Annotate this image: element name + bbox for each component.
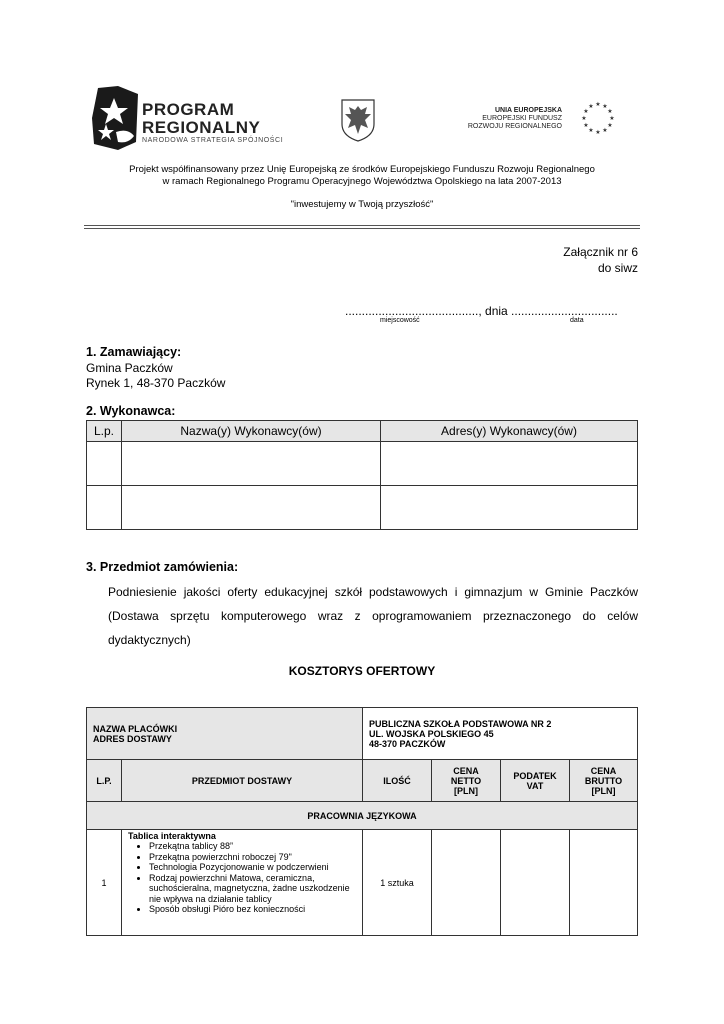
section-3-title: 3. Przedmiot zamówienia: — [86, 560, 239, 574]
eu-flag-icon — [580, 100, 616, 136]
cost-estimate-title: KOSZTORYS OFERTOWY — [288, 664, 436, 678]
row-qty: 1 sztuka — [363, 830, 432, 936]
motto: "inwestujemy w Twoją przyszłość" — [290, 199, 434, 210]
col-vat — [501, 760, 570, 802]
attachment-label — [563, 244, 638, 276]
svg-text:★: ★ — [609, 115, 615, 122]
col-contractor-name: Nazwa(y) Wykonawcy(ów) — [122, 421, 381, 442]
place-date-field: ........................................, dnia ................................ — [345, 304, 618, 318]
svg-text:★: ★ — [581, 115, 587, 122]
svg-text:★: ★ — [583, 122, 589, 129]
group-row — [87, 802, 638, 830]
svg-text:★: ★ — [595, 101, 601, 108]
project-cofinancing-note — [0, 164, 724, 188]
feature-item: • Sposób obsługi Pióro bez konieczności — [149, 904, 356, 915]
row-item-name: Tablica interaktywna — [128, 831, 216, 841]
description-line-3: dydaktycznych) — [108, 633, 191, 647]
svg-text:★: ★ — [602, 127, 608, 134]
attachment-line-1: Załącznik nr 6 — [563, 245, 638, 259]
row-lp: 1 — [87, 830, 122, 936]
logo-strategy-text: NARODOWA STRATEGIA SPÓJNOŚCI — [142, 137, 284, 144]
cost-table-header — [87, 760, 638, 802]
logo-program-text: PROGRAM — [142, 100, 235, 119]
row-brutto-cell[interactable] — [570, 830, 638, 936]
col-vat-2: VAT — [526, 780, 544, 791]
cell-name-1[interactable] — [122, 442, 381, 486]
attachment-line-2: do siwz — [597, 261, 638, 275]
col-netto-1: CENA — [453, 765, 479, 776]
section-1-title: 1. Zamawiający: — [86, 345, 182, 359]
col-netto — [432, 760, 501, 802]
project-line-1: Projekt współfinansowany przez Unię Europejską ze środków Europejskiego Funduszu Rozwoju Regionalnego — [129, 164, 595, 175]
col-qty: ILOŚĆ — [363, 760, 432, 802]
feature-item: • Rodzaj powierzchni Matowa, ceramiczna, suchościeralna, magnetyczna, żadne uszkodzenie nie wpływa na działanie tablicy — [149, 873, 356, 905]
col-brutto-2: BRUTTO — [584, 775, 623, 786]
col-item: PRZEDMIOT DOSTAWY — [122, 760, 363, 802]
row-vat-cell[interactable] — [501, 830, 570, 936]
row-item-features — [128, 841, 356, 915]
svg-text:★: ★ — [607, 108, 613, 115]
svg-text:★: ★ — [583, 108, 589, 115]
contractor-table — [86, 420, 638, 530]
svg-text:★: ★ — [607, 122, 613, 129]
feature-item: • Przekątna tablicy 88” — [149, 841, 356, 852]
cell-address-2[interactable] — [381, 486, 638, 530]
orderer-name: Gmina Paczków — [86, 361, 173, 375]
svg-text:★: ★ — [588, 103, 594, 110]
place-label-cell — [87, 708, 363, 760]
place-value-3: 48-370 PACZKÓW — [369, 738, 446, 749]
col-lp: L.p. — [87, 421, 122, 442]
col-lp: L.P. — [87, 760, 122, 802]
svg-text:★: ★ — [602, 103, 608, 110]
section-2-title: 2. Wykonawca: — [86, 404, 176, 418]
col-brutto-3: [PLN] — [591, 785, 616, 796]
col-brutto — [570, 760, 638, 802]
place-label-2: ADRES DOSTAWY — [93, 733, 172, 744]
table-row — [87, 830, 638, 936]
project-line-2: w ramach Regionalnego Programu Operacyjnego Województwa Opolskiego na lata 2007-2013 — [162, 176, 562, 187]
description-line-1: Podniesienie jakości oferty edukacyjnej szkół podstawowych i gimnazjum w Gminie Paczków — [108, 585, 638, 599]
place-value-cell — [363, 708, 638, 760]
place-value-1: PUBLICZNA SZKOŁA PODSTAWOWA NR 2 — [369, 718, 552, 729]
eu-line-2: EUROPEJSKI FUNDUSZ — [482, 115, 562, 122]
cell-lp-1[interactable] — [87, 442, 122, 486]
order-description — [108, 580, 638, 652]
col-vat-1: PODATEK — [513, 770, 557, 781]
logo-regionalny-text: REGIONALNY — [142, 118, 261, 137]
description-line-2: (Dostawa sprzętu komputerowego wraz z oprogramowaniem przeznaczonego do celów — [108, 609, 638, 623]
date-label: data — [570, 317, 584, 324]
group-label: PRACOWNIA JĘZYKOWA — [87, 802, 638, 830]
cell-address-1[interactable] — [381, 442, 638, 486]
cell-name-2[interactable] — [122, 486, 381, 530]
table-row — [87, 486, 638, 530]
feature-item: • Technologia Pozycjonowanie w podczerwieni — [149, 862, 356, 873]
col-netto-2: NETTO — [450, 775, 482, 786]
table-row — [87, 442, 638, 486]
eu-label — [462, 107, 562, 131]
col-netto-3: [PLN] — [454, 785, 478, 796]
eu-line-3: ROZWOJU REGIONALNEGO — [467, 123, 562, 130]
header-divider — [84, 225, 640, 226]
cell-lp-2[interactable] — [87, 486, 122, 530]
feature-item: • Przekątna powierzchni roboczej 79" — [149, 852, 356, 863]
coat-of-arms-icon — [340, 98, 376, 142]
svg-text:★: ★ — [588, 127, 594, 134]
row-item-cell — [122, 830, 363, 936]
orderer-address: Rynek 1, 48-370 Paczków — [86, 376, 226, 390]
header-divider-2 — [84, 228, 640, 229]
contractor-table-header — [87, 421, 638, 442]
col-brutto-1: CENA — [590, 765, 617, 776]
cost-estimate-table — [86, 707, 638, 936]
place-label: miejscowość — [380, 317, 420, 324]
place-label-1: NAZWA PLACÓWKI — [93, 723, 178, 734]
svg-text:★: ★ — [595, 129, 601, 136]
place-value-2: UL. WOJSKA POLSKIEGO 45 — [369, 728, 494, 739]
row-netto-cell[interactable] — [432, 830, 501, 936]
delivery-address-row — [87, 708, 638, 760]
col-contractor-address: Adres(y) Wykonawcy(ów) — [381, 421, 638, 442]
eu-line-1: UNIA EUROPEJSKA — [494, 107, 562, 114]
